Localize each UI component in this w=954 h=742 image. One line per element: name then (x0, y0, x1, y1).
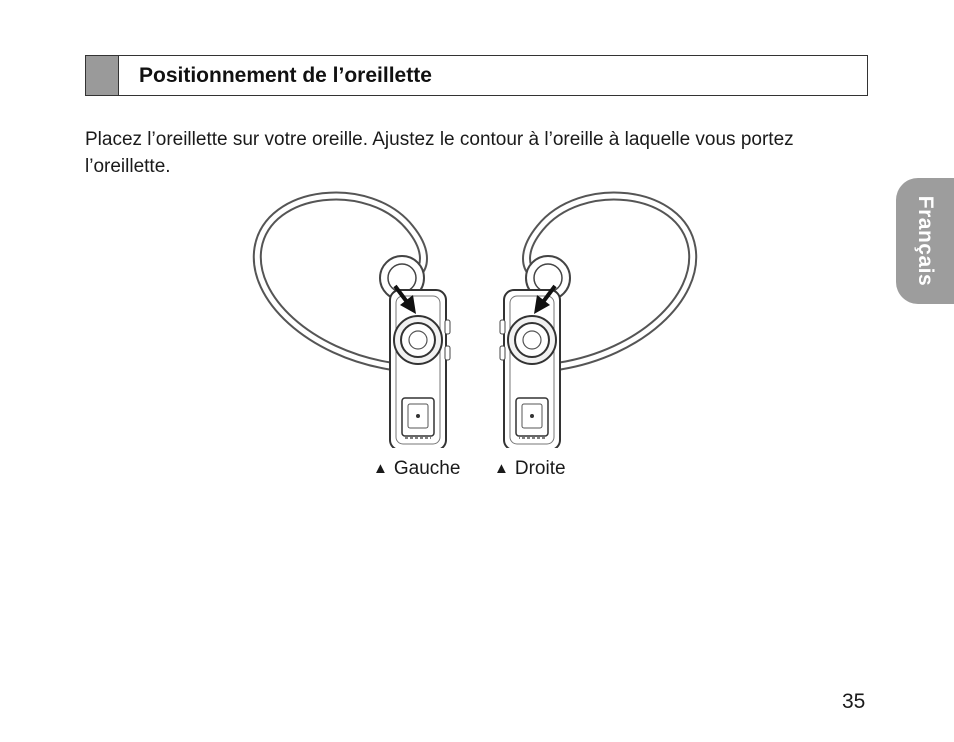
language-tab-label: Français (914, 195, 937, 287)
section-title: Positionnement de l’oreillette (139, 64, 432, 87)
caption-right-label: Droite (514, 458, 566, 479)
caption-right (494, 458, 566, 480)
instruction-paragraph: Placez l’oreillette sur votre oreille. Ajustez le contour à l’oreille à laquelle vous portez l’oreillette. (85, 129, 794, 177)
language-tab (896, 178, 954, 304)
page-number: 35 (842, 690, 866, 713)
left-earpiece-illustration-icon (257, 196, 450, 448)
section-header (85, 55, 868, 96)
caption-left-label: Gauche (393, 458, 461, 479)
section-marker (86, 56, 119, 95)
triangle-icon: ▲ (373, 460, 388, 477)
right-earpiece-illustration-icon (500, 196, 693, 448)
triangle-icon: ▲ (494, 460, 509, 477)
caption-left (373, 458, 460, 480)
earpiece-illustration (250, 188, 710, 448)
